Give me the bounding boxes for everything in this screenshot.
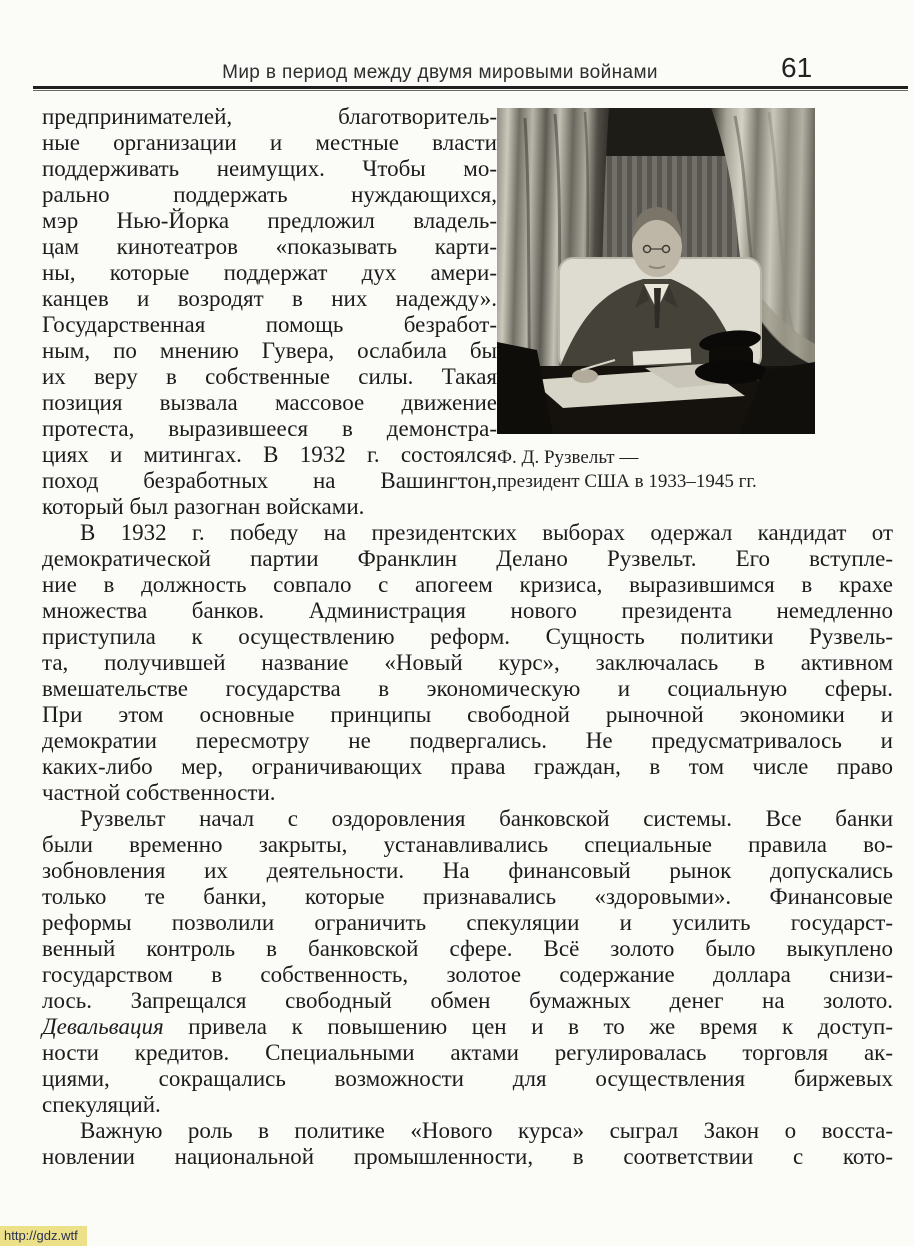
paragraph-2 [42, 520, 893, 806]
article-body [42, 104, 893, 1170]
text-line: рально поддержать нуждающихся, [42, 182, 497, 207]
text-line: Рузвельт начал с оздоровления банковской системы. Все банки [80, 806, 893, 831]
figure-caption [497, 446, 893, 494]
text-line: президент США в 1933–1945 гг. [497, 471, 757, 492]
running-title: Мир в период между двумя мировыми войнами [222, 62, 658, 83]
text-line: демократии пересмотру не подвергались. Не предусматривалось и [42, 728, 893, 753]
text-line: циях и митингах. В 1932 г. состоялся [42, 442, 497, 467]
text-line: который был разогнан войсками. [42, 494, 365, 519]
text-line: Девальвация привела к повышению цен и в то же время к доступ- [42, 1014, 893, 1039]
page-number: 61 [781, 52, 813, 83]
figure-roosevelt [497, 108, 893, 494]
text-line: протеста, выразившееся в демонстра- [42, 416, 497, 441]
text-line: множества банков. Администрация нового президента немедленно [42, 598, 893, 623]
text-line: При этом основные принципы свободной рыночной экономики и [42, 702, 893, 727]
text-line: цам кинотеатров «показывать карти- [42, 234, 497, 259]
gdz-watermark-link[interactable]: http://gdz.wtf [0, 1226, 87, 1246]
text-line: новлении национальной промышленности, в соответствии с кото- [42, 1144, 893, 1169]
header-rule [33, 86, 908, 89]
text-line: циями, сокращались возможности для осуществления биржевых [42, 1066, 893, 1091]
text-line: предпринимателей, благотворитель- [42, 104, 497, 129]
text-line: их веру в собственные силы. Такая [42, 364, 497, 389]
text-line: ные организации и местные власти [42, 130, 497, 155]
text-line: реформы позволили ограничить спекуляции и усилить государст- [42, 910, 893, 935]
text-line: демократической партии Франклин Делано Рузвельт. Его вступле- [42, 546, 893, 571]
text-line: спекуляций. [42, 1092, 161, 1117]
text-line: мэр Нью-Йорка предложил владель- [42, 208, 497, 233]
text-line: венный контроль в банковской сфере. Всё золото было выкуплено [42, 936, 893, 961]
text-line: зобновления их деятельности. На финансовый рынок допускались [42, 858, 893, 883]
text-line: каких-либо мер, ограничивающих права граждан, в том числе право [42, 754, 893, 779]
text-line: вмешательстве государства в экономическую и социальную сферы. [42, 676, 893, 701]
text-line: государством в собственность, золотое содержание доллара снизи- [42, 962, 893, 987]
paragraph-3 [42, 806, 893, 1118]
text-line: та, получившей название «Новый курс», заключалась в активном [42, 650, 893, 675]
text-line: ности кредитов. Специальными актами регулировалась торговля ак- [42, 1040, 893, 1065]
text-line: частной собственности. [42, 780, 276, 805]
text-line: Государственная помощь безработ- [42, 312, 497, 337]
text-line: Ф. Д. Рузвельт — [497, 447, 639, 468]
text-line: канцев и возродят в них надежду». [42, 286, 497, 311]
text-line: В 1932 г. победу на президентских выборах одержал кандидат от [80, 520, 893, 545]
roosevelt-photo [497, 108, 815, 434]
text-line: приступила к осуществлению реформ. Сущность политики Рузвель- [42, 624, 893, 649]
text-line: лось. Запрещался свободный обмен бумажных денег на золото. [42, 988, 893, 1013]
text-line: поддерживать неимущих. Чтобы мо- [42, 156, 497, 181]
paragraph-4 [42, 1118, 893, 1170]
text-line: ние в должность совпало с апогеем кризиса, выразившимся в крахе [42, 572, 893, 597]
text-line: были временно закрыты, устанавливались специальные правила во- [42, 832, 893, 857]
text-line: ны, которые поддержат дух амери- [42, 260, 497, 285]
text-line: Важную роль в политике «Нового курса» сыграл Закон о восста- [80, 1118, 893, 1143]
text-line: поход безработных на Вашингтон, [42, 468, 497, 493]
text-line: только те банки, которые признавались «здоровыми». Финансовые [42, 884, 893, 909]
text-line: ным, по мнению Гувера, ослабила бы [42, 338, 497, 363]
text-line: позиция вызвала массовое движение [42, 390, 497, 415]
